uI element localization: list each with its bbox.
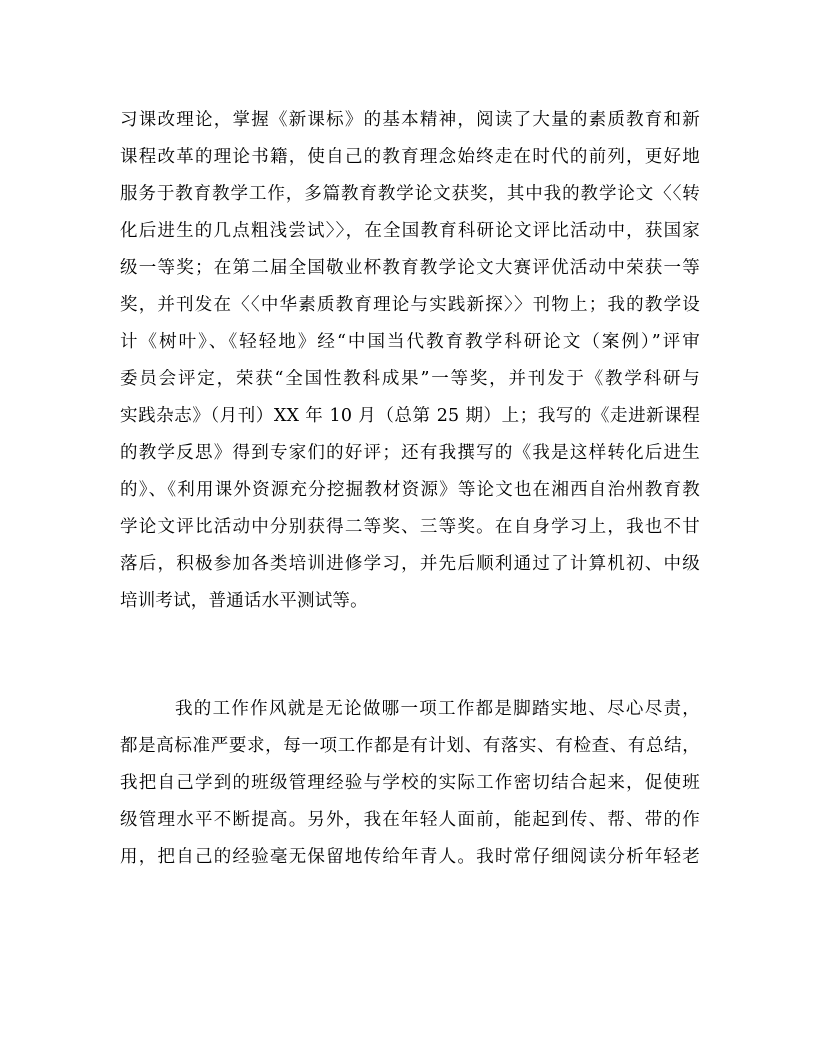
paragraph-line: 化后进生的几点粗浅尝试〉〉，在全国教育科研论文评比活动中，获国家 [120,221,700,241]
paragraph-line: 都是高标准严要求，每一项工作都是有计划、有落实、有检查、有总结， [120,736,700,756]
paragraph-line: 级管理水平不断提高。另外，我在年轻人面前，能起到传、帮、带的作 [120,810,700,830]
paragraph-line: 落后，积极参加各类培训进修学习，并先后顺利通过了计算机初、中级 [120,554,700,574]
paragraph-line: 实践杂志》（月刊）XX 年 10 月（总第 25 期）上；我写的《走进新课程 [120,406,700,426]
paragraph-line: 我把自己学到的班级管理经验与学校的实际工作密切结合起来，促使班 [120,773,700,793]
paragraph-line: 服务于教育教学工作，多篇教育教学论文获奖，其中我的教学论文〈〈转 [120,184,700,204]
paragraph-line: 计《树叶》、《轻轻地》经“中国当代教育教学科研论文（案例）”评审 [120,332,700,352]
paragraph-line: 我的工作作风就是无论做哪一项工作都是脚踏实地、尽心尽责， [175,699,700,719]
paragraph-line: 的》、《利用课外资源充分挖掘教材资源》等论文也在湘西自治州教育教 [120,480,700,500]
paragraph-line: 级一等奖；在第二届全国敬业杯教育教学论文大赛评优活动中荣获一等 [120,258,700,278]
paragraph-line: 委员会评定，荣获“全国性教科成果”一等奖，并刊发于《教学科研与 [120,369,700,389]
paragraph-line: 的教学反思》得到专家们的好评；还有我撰写的《我是这样转化后进生 [120,443,700,463]
paragraph-line: 学论文评比活动中分别获得二等奖、三等奖。在自身学习上，我也不甘 [120,517,700,537]
paragraph-line: 习课改理论，掌握《新课标》的基本精神，阅读了大量的素质教育和新 [120,110,700,130]
paragraph-line: 课程改革的理论书籍，使自己的教育理念始终走在时代的前列，更好地 [120,147,700,167]
paragraph-line: 奖，并刊发在〈〈中华素质教育理论与实践新探〉〉刊物上；我的教学设 [120,295,700,315]
paragraph-line: 用，把自己的经验毫无保留地传给年青人。我时常仔细阅读分析年轻老 [120,847,700,867]
paragraph-line: 培训考试，普通话水平测试等。 [120,591,368,611]
